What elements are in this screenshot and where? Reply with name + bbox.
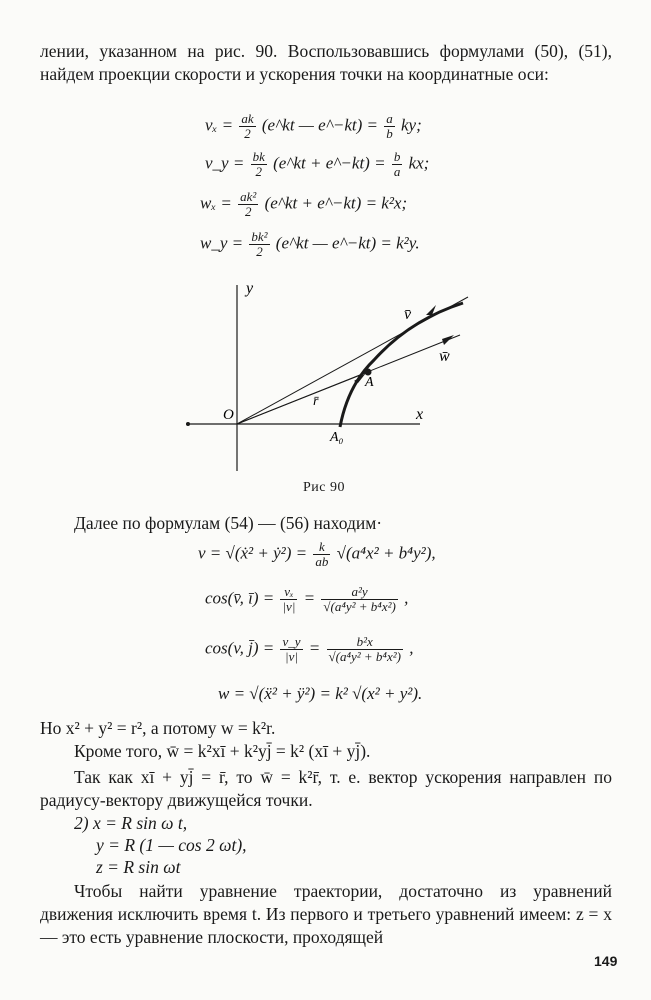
equation-speed: v = √(ẋ² + ẏ²) = $\frac{k}{ab}$ √(a⁴x² + b⁴y²), <box>198 539 436 569</box>
paragraph-next: Далее по формулам (54) — (56) находим· <box>74 513 383 533</box>
equation-cos-j: cos(v, j̄) = $\frac{v\_y}{|v|}$ = $\frac{\text{b²x}}{\text{√(a⁴y² + b⁴x²)}}$ , <box>205 634 414 664</box>
paragraph-trajectory: Чтобы найти уравнение траектории, достаточно из уравнений движения исключить время t. Из первого и третьего уравнений имеем: z = x — это есть уравнение плоскости, проходящей <box>40 881 612 947</box>
label-y: y <box>246 280 254 297</box>
figure-caption: Рис 90 <box>303 480 345 495</box>
paragraph-moreover: Кроме того, w̄ = k²xī + k²yj̄ = k² (xī + yj̄). <box>74 741 371 761</box>
equation-case2-z: z = R sin ωt <box>96 857 181 877</box>
equation-cos-i: cos(v̄, ī) = $\frac{\text{vₓ}}{|v|}$ = $\frac{\text{a²y}}{\text{√(a⁴y² + b⁴x²)}}$ , <box>205 584 409 614</box>
tangent-line <box>237 297 468 424</box>
paragraph-intro: лении, указанном на рис. 90. Воспользовавшись формулами (50), (51), найдем проекции скорости и ускорения точки на координатные оси: <box>40 41 612 84</box>
equation-wy: w_y = $\frac{\text{bk²}}{2}$ (e^kt — e^−kt) = k²y. <box>200 229 420 259</box>
equation-vy: v_y = $\frac{bk}{2}$ (e^kt + e^−kt) = $\frac{b}{a}$ kx; <box>205 149 430 179</box>
label-v: v̄ <box>404 306 412 323</box>
label-o: O <box>223 407 234 423</box>
label-w: w̄ <box>439 348 450 365</box>
paragraph-but: Но x² + y² = r², а потому w = k²r. <box>40 718 276 738</box>
equation-wx: wₓ = $\frac{\text{ak²}}{2}$ (e^kt + e^−kt) = k²x; <box>200 189 408 219</box>
page-number: 149 <box>594 953 618 969</box>
label-x: x <box>416 406 424 423</box>
equation-acceleration: w = √(ẍ² + ÿ²) = k² √(x² + y²). <box>218 684 423 703</box>
x-axis-dot <box>186 422 190 426</box>
equation-vx: vₓ = $\frac{ak}{2}$ (e^kt — e^−kt) = $\frac{a}{b}$ ky; <box>205 111 422 141</box>
equation-case2-x: 2) x = R sin ω t, <box>74 813 188 833</box>
label-a: A <box>365 375 374 390</box>
acceleration-arrowhead <box>442 335 454 345</box>
trajectory-curve <box>340 303 463 427</box>
figure-90 <box>180 275 480 475</box>
paragraph-since: Так как xī + yj̄ = r̄, то w̄ = k²r̄, т. е. вектор ускорения направлен по радиусу-вектору движущейся точки. <box>40 767 612 810</box>
equation-case2-y: y = R (1 — cos 2 ωt), <box>96 835 247 855</box>
label-r: r̄ <box>313 394 319 409</box>
label-a0: A₀ <box>330 430 344 445</box>
